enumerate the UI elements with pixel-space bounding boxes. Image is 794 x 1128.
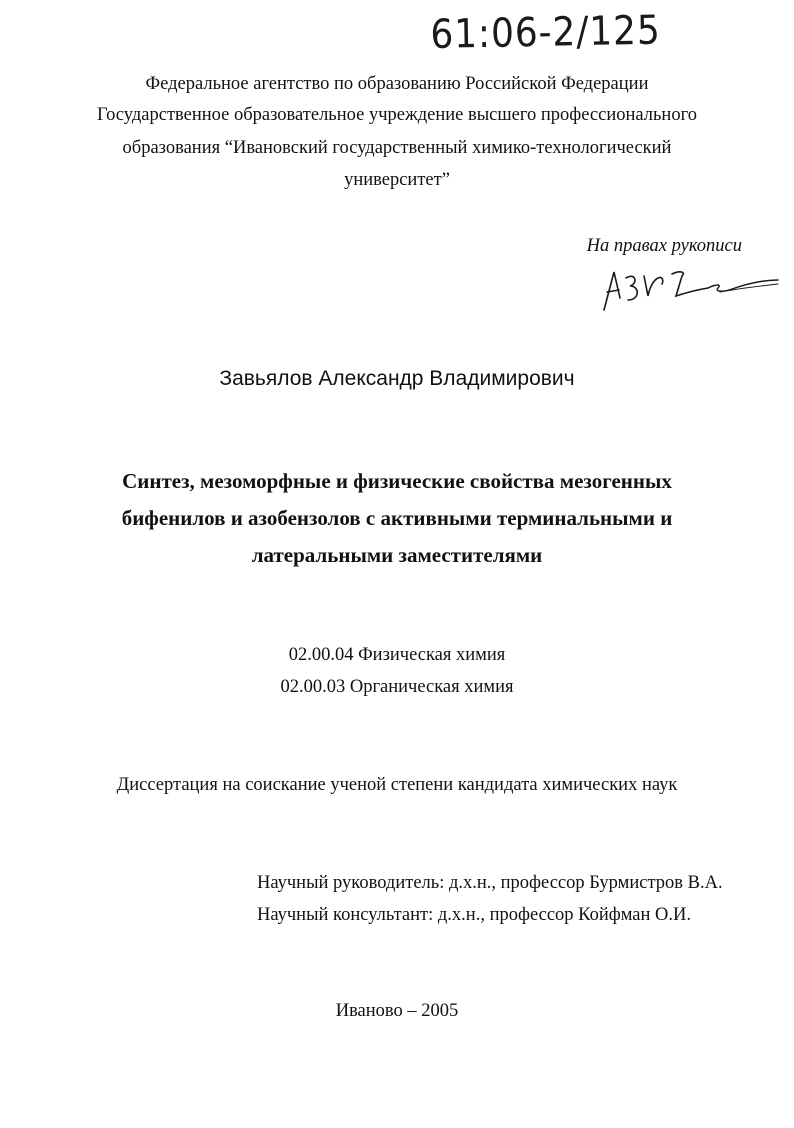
dissertation-title-line-2: бифенилов и азобензолов с активными терминальными и: [121, 506, 673, 530]
specialty-physical-chemistry: 02.00.04 Физическая химия: [288, 645, 506, 665]
org-line-4: университет”: [344, 170, 450, 190]
dissertation-title-line-3: латеральными заместителями: [251, 543, 543, 567]
org-line-3: образования “Ивановский государственный химико-технологический: [122, 138, 672, 158]
specialty-organic-chemistry: 02.00.03 Органическая химия: [280, 677, 514, 697]
city-year: Иваново – 2005: [335, 1001, 459, 1021]
org-line-2: Государственное образовательное учреждение высшего профессионального: [97, 105, 697, 125]
archive-code-handwritten: 61:06-2/125: [430, 7, 662, 58]
manuscript-rights-label: На правах рукописи: [586, 236, 742, 256]
dissertation-title-line-1: Синтез, мезоморфные и физические свойства мезогенных: [122, 469, 672, 493]
degree-statement: Диссертация на соискание ученой степени кандидата химических наук: [116, 775, 678, 795]
author-name: Завьялов Александр Владимирович: [219, 367, 575, 390]
signature-icon: [592, 262, 782, 314]
scientific-supervisor: Научный руководитель: д.х.н., профессор Бурмистров В.А.: [257, 873, 723, 893]
scientific-consultant: Научный консультант: д.х.н., профессор Койфман О.И.: [257, 905, 692, 925]
org-line-1: Федеральное агентство по образованию Российской Федерации: [145, 74, 649, 94]
